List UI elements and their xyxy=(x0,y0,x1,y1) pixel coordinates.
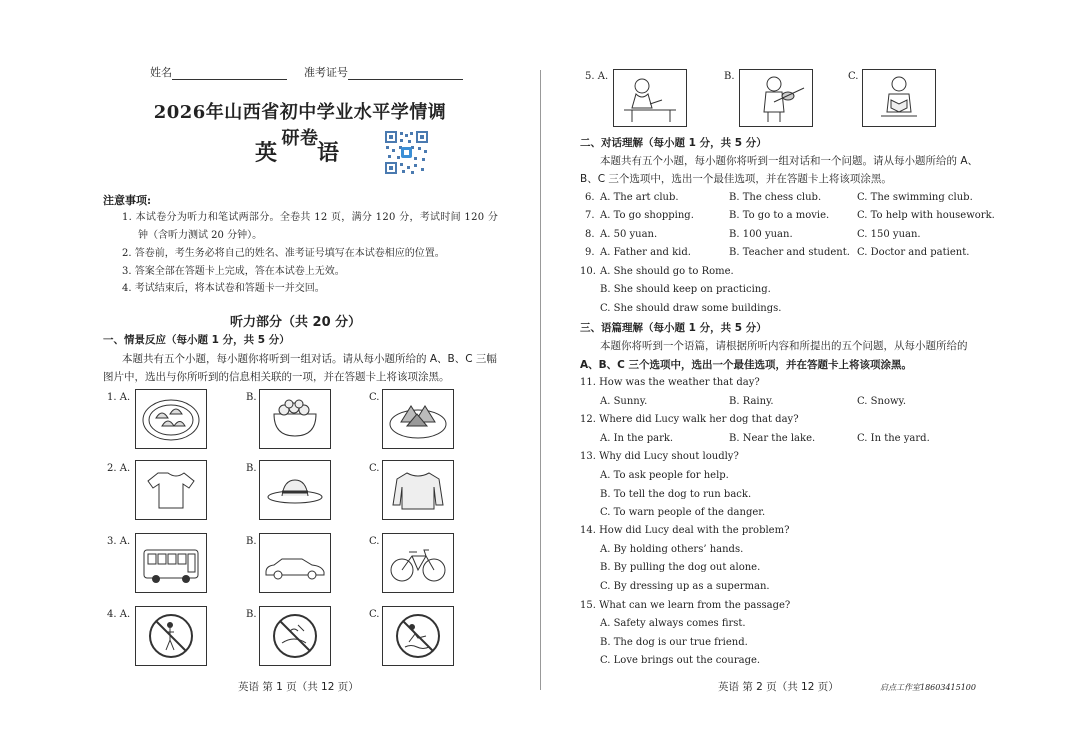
id-blank xyxy=(348,68,463,80)
q4-b-label: B. xyxy=(246,609,257,620)
q7-option-c: C. To help with housework. xyxy=(857,210,995,221)
q1-option-b-picture xyxy=(259,389,331,449)
q2-option-a-picture xyxy=(135,460,207,520)
q6-option-c: C. The swimming club. xyxy=(857,192,973,203)
q10-option-b: B. She should keep on practicing. xyxy=(600,284,771,295)
qr-code-icon xyxy=(384,130,429,175)
q2-option-b-picture xyxy=(259,460,331,520)
q8-option-c: C. 150 yuan. xyxy=(857,229,921,240)
name-label: 姓名 xyxy=(150,66,172,79)
q1-option-a-picture xyxy=(135,389,207,449)
q4-option-b-picture xyxy=(259,606,331,666)
q4-option-a-picture xyxy=(135,606,207,666)
section2-instruction-1: 本题共有五个小题，每小题你将听到一组对话和一个问题。请从每小题所给的 A、 xyxy=(600,155,979,167)
hat-icon xyxy=(260,461,330,519)
q5-label: 5. A. xyxy=(585,71,609,82)
no-smoking-sign-icon xyxy=(136,607,206,665)
q13-option-a: A. To ask people for help. xyxy=(600,470,729,481)
bicycle-icon xyxy=(383,534,453,592)
q1-label: 1. A. xyxy=(107,392,131,403)
q12-option-a: A. In the park. xyxy=(600,433,674,444)
q10-option-c: C. She should draw some buildings. xyxy=(600,303,782,314)
q15-option-b: B. The dog is our true friend. xyxy=(600,637,748,648)
q15-question: 15. What can we learn from the passage? xyxy=(580,600,791,611)
q10-option-a: A. She should go to Rome. xyxy=(600,266,734,277)
sweater-icon xyxy=(383,461,453,519)
q2-label: 2. A. xyxy=(107,463,131,474)
listening-title: 听力部分（共 20 分） xyxy=(230,315,362,330)
exam-title: 2026年山西省初中学业水平学情调研卷 xyxy=(153,102,447,149)
rice-balls-icon xyxy=(260,390,330,448)
bus-icon xyxy=(136,534,206,592)
footer-right: 英语 第 2 页（共 12 页） xyxy=(718,681,839,693)
dumplings-icon xyxy=(136,390,206,448)
q9-option-b: B. Teacher and student. xyxy=(729,247,850,258)
q14-option-c: C. By dressing up as a superman. xyxy=(600,581,770,592)
page-divider xyxy=(540,70,541,690)
q11-question: 11. How was the weather that day? xyxy=(580,377,760,388)
q3-option-c-picture xyxy=(382,533,454,593)
q7-option-b: B. To go to a movie. xyxy=(729,210,830,221)
boy-writing-icon xyxy=(614,70,686,126)
q5-b-label: B. xyxy=(724,71,735,82)
note-item-1-cont: 钟（含听力测试 20 分钟）。 xyxy=(138,230,263,241)
q15-option-a: A. Safety always comes first. xyxy=(600,618,746,629)
q4-label: 4. A. xyxy=(107,609,131,620)
studio-watermark: 启点工作室18603415100 xyxy=(880,683,976,692)
subject-char-2: 语 xyxy=(317,140,342,166)
q9-option-c: C. Doctor and patient. xyxy=(857,247,970,258)
q6-option-b: B. The chess club. xyxy=(729,192,822,203)
q5-option-b-picture xyxy=(739,69,813,127)
q6-option-a: A. The art club. xyxy=(600,192,679,203)
q1-b-label: B. xyxy=(246,392,257,403)
q8-number: 8. xyxy=(585,229,595,240)
boy-violin-icon xyxy=(740,70,812,126)
q2-b-label: B. xyxy=(246,463,257,474)
q12-option-c: C. In the yard. xyxy=(857,433,930,444)
section2-heading: 二、对话理解（每小题 1 分，共 5 分） xyxy=(580,137,767,149)
section3-instruction-2: A、B、C 三个选项中，选出一个最佳选项，并在答题卡上将该项涂黑。 xyxy=(580,359,912,371)
note-item-3: 3. 答案全部在答题卡上完成，答在本试卷上无效。 xyxy=(122,266,345,277)
q4-c-label: C. xyxy=(369,609,380,620)
q12-question: 12. Where did Lucy walk her dog that day? xyxy=(580,414,799,425)
q15-option-c: C. Love brings out the courage. xyxy=(600,655,761,666)
note-item-2: 2. 答卷前，考生务必将自己的姓名、准考证号填写在本试卷相应的位置。 xyxy=(122,248,445,259)
q1-option-c-picture xyxy=(382,389,454,449)
q3-option-a-picture xyxy=(135,533,207,593)
q13-option-c: C. To warn people of the danger. xyxy=(600,507,766,518)
name-blank xyxy=(172,68,287,80)
q11-option-b: B. Rainy. xyxy=(729,396,774,407)
section1-heading: 一、情景反应（每小题 1 分，共 5 分） xyxy=(103,334,290,346)
no-fishing-sign-icon xyxy=(260,607,330,665)
section3-instruction-1: 本题你将听到一个语篇，请根据所听内容和所提出的五个问题，从每小题所给的 xyxy=(600,340,968,352)
q9-number: 9. xyxy=(585,247,595,258)
section3-heading: 三、语篇理解（每小题 1 分，共 5 分） xyxy=(580,322,767,334)
q2-option-c-picture xyxy=(382,460,454,520)
q10-number: 10. xyxy=(580,266,596,277)
q3-label: 3. A. xyxy=(107,536,131,547)
q5-option-c-picture xyxy=(862,69,936,127)
q13-option-b: B. To tell the dog to run back. xyxy=(600,489,752,500)
q11-option-a: A. Sunny. xyxy=(600,396,648,407)
notes-heading: 注意事项: xyxy=(103,194,152,207)
zongzi-icon xyxy=(383,390,453,448)
section1-instruction-2: 图片中，选出与你所听到的信息相关联的一项，并在答题卡上将该项涂黑。 xyxy=(103,371,450,383)
id-label: 准考证号 xyxy=(304,66,348,79)
q13-question: 13. Why did Lucy shout loudly? xyxy=(580,451,739,462)
q3-c-label: C. xyxy=(369,536,380,547)
note-item-1: 1. 本试卷分为听力和笔试两部分。全卷共 12 页，满分 120 分，考试时间 120 分 xyxy=(122,212,499,223)
tshirt-icon xyxy=(136,461,206,519)
section2-instruction-2: B、C 三个选项中，选出一个最佳选项，并在答题卡上将该项涂黑。 xyxy=(580,173,892,185)
q3-option-b-picture xyxy=(259,533,331,593)
footer-left: 英语 第 1 页（共 12 页） xyxy=(238,681,359,693)
subject-char-1: 英 xyxy=(255,140,280,166)
boy-reading-icon xyxy=(863,70,935,126)
q12-option-b: B. Near the lake. xyxy=(729,433,816,444)
name-field-label xyxy=(150,66,463,80)
no-swimming-sign-icon xyxy=(383,607,453,665)
q5-option-a-picture xyxy=(613,69,687,127)
q5-c-label: C. xyxy=(848,71,859,82)
note-item-4: 4. 考试结束后，将本试卷和答题卡一并交回。 xyxy=(122,283,325,294)
q8-option-b: B. 100 yuan. xyxy=(729,229,793,240)
q14-option-a: A. By holding others’ hands. xyxy=(600,544,744,555)
q2-c-label: C. xyxy=(369,463,380,474)
car-icon xyxy=(260,534,330,592)
q14-question: 14. How did Lucy deal with the problem? xyxy=(580,525,790,536)
q6-number: 6. xyxy=(585,192,595,203)
q9-option-a: A. Father and kid. xyxy=(600,247,691,258)
q8-option-a: A. 50 yuan. xyxy=(600,229,658,240)
q7-number: 7. xyxy=(585,210,595,221)
q3-b-label: B. xyxy=(246,536,257,547)
subject-title xyxy=(255,136,341,167)
q14-option-b: B. By pulling the dog out alone. xyxy=(600,562,761,573)
q7-option-a: A. To go shopping. xyxy=(600,210,694,221)
q1-c-label: C. xyxy=(369,392,380,403)
q4-option-c-picture xyxy=(382,606,454,666)
section1-instruction-1: 本题共有五个小题，每小题你将听到一组对话。请从每小题所给的 A、B、C 三幅 xyxy=(122,353,497,365)
q11-option-c: C. Snowy. xyxy=(857,396,907,407)
